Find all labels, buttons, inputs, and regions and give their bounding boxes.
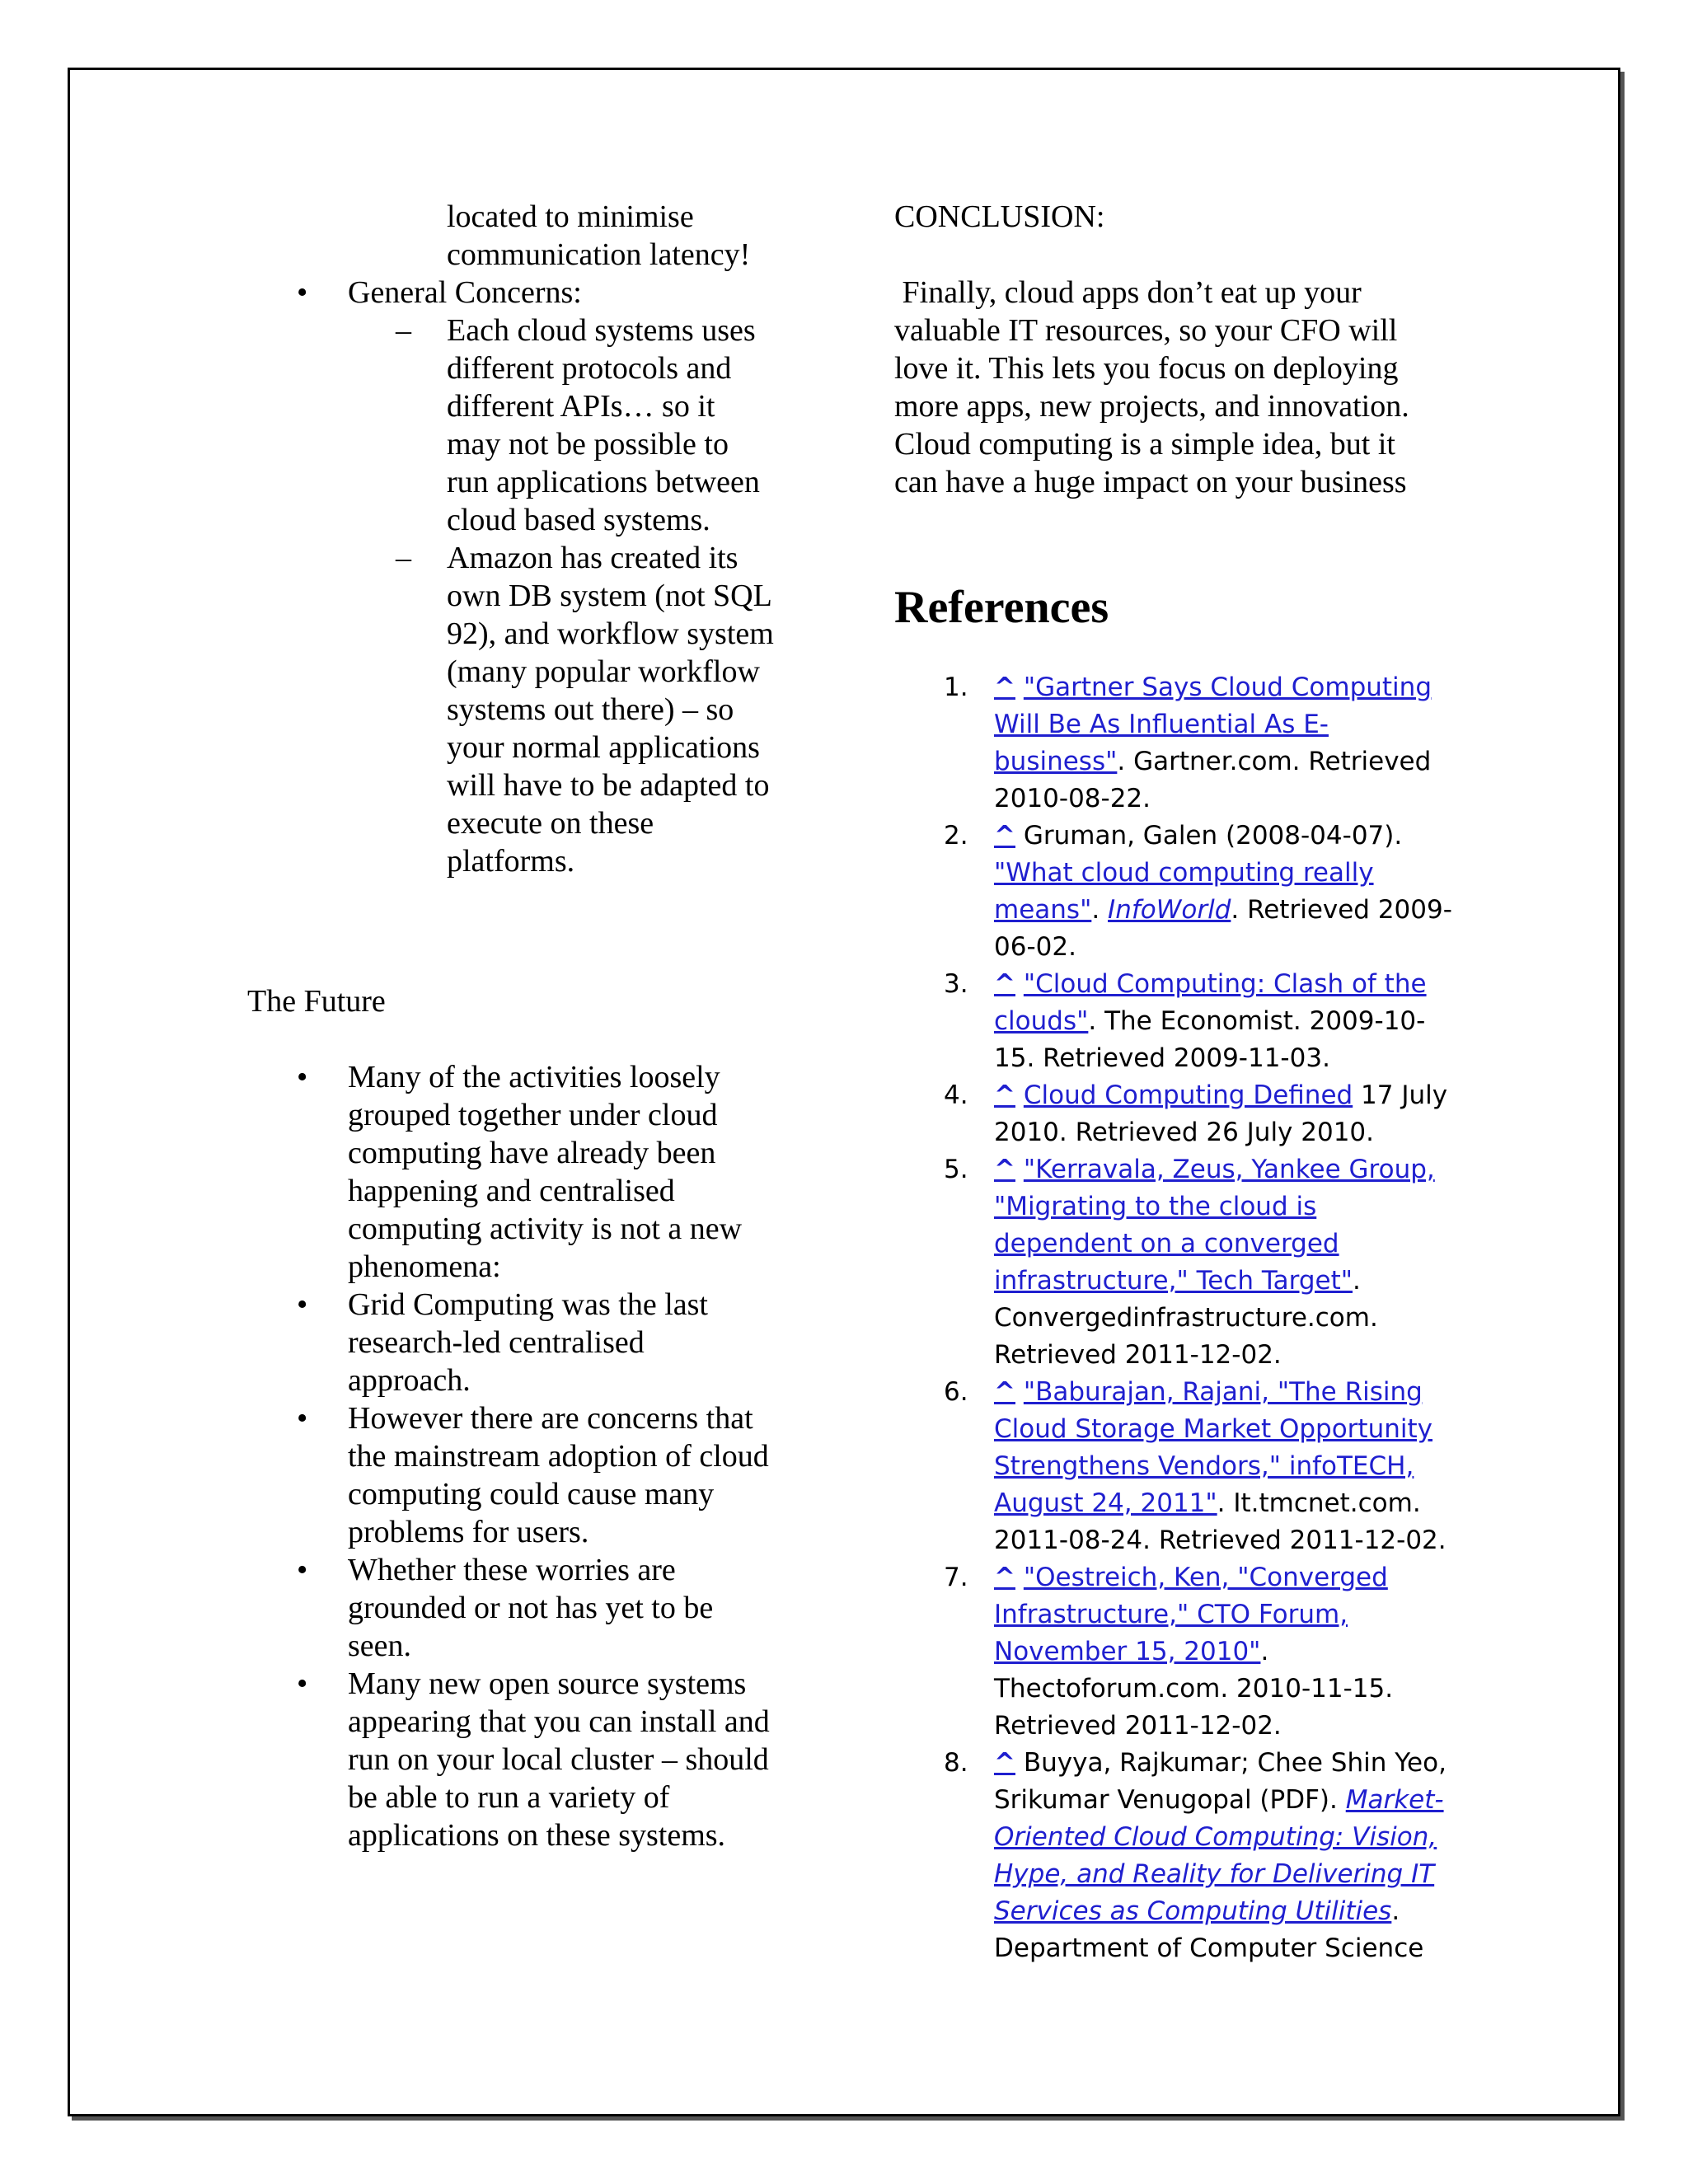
reference-link[interactable]: Strengthens Vendors," infoTECH, (994, 1451, 1414, 1481)
text-line: run on your local cluster – should (348, 1742, 769, 1777)
reference-item (894, 1374, 1455, 1559)
reference-text: . It.tmcnet.com. (1217, 1488, 1421, 1518)
reference-number: 1. (944, 673, 968, 702)
backlink-caret[interactable]: ^ (994, 1748, 1015, 1778)
bullet-icon: • (297, 275, 308, 310)
sub-bullet-protocols (247, 312, 824, 539)
reference-link[interactable]: means" (994, 895, 1092, 925)
backlink-caret[interactable]: ^ (994, 1155, 1015, 1184)
conclusion-body (894, 274, 1455, 501)
text-line: research-led centralised (348, 1325, 645, 1360)
text-line: can have a huge impact on your business (894, 465, 1407, 499)
bullet-icon: • (297, 1401, 308, 1436)
text-line: Many new open source systems (348, 1666, 747, 1701)
reference-link[interactable]: dependent on a converged (994, 1229, 1339, 1258)
text-line: love it. This lets you focus on deploying (894, 351, 1399, 386)
reference-link[interactable]: business" (994, 747, 1118, 776)
reference-text: Convergedinfrastructure.com. (994, 1303, 1378, 1333)
reference-item (894, 1151, 1455, 1374)
reference-text: 17 July (1353, 1080, 1448, 1110)
text-line: happening and centralised (348, 1174, 675, 1208)
future-list (247, 1058, 824, 1854)
text-line: Cloud computing is a simple idea, but it (894, 427, 1395, 462)
future-heading: The Future (247, 984, 386, 1019)
reference-text: 15. Retrieved 2009-11-03. (994, 1043, 1330, 1073)
reference-link[interactable]: Cloud Computing Defined (1023, 1080, 1353, 1110)
text-line: However there are concerns that (348, 1401, 753, 1436)
left-column (247, 198, 824, 1854)
reference-link[interactable]: clouds" (994, 1006, 1089, 1036)
references-heading: References (894, 582, 1109, 633)
text-line: phenomena: (348, 1249, 501, 1284)
backlink-caret[interactable]: ^ (994, 1080, 1015, 1110)
text-line: valuable IT resources, so your CFO will (894, 313, 1398, 348)
reference-link[interactable]: Cloud Storage Market Opportunity (994, 1414, 1432, 1444)
text-line: more apps, new projects, and innovation. (894, 389, 1409, 424)
continued-text (247, 198, 824, 274)
right-column (894, 198, 1455, 1967)
bullet-icon: • (297, 1553, 308, 1587)
backlink-caret[interactable]: ^ (994, 1377, 1015, 1407)
references-list (894, 669, 1455, 1967)
text-line: Amazon has created its (447, 541, 738, 575)
reference-link[interactable]: "Migrating to the cloud is (994, 1192, 1317, 1221)
reference-number: 2. (944, 821, 968, 851)
reference-text: . (1091, 895, 1109, 925)
reference-item (894, 966, 1455, 1077)
text-line: execute on these (447, 806, 654, 841)
reference-item (894, 1559, 1455, 1745)
dash-icon: – (396, 541, 411, 575)
text-line: approach. (348, 1363, 471, 1398)
text-line: seen. (348, 1629, 412, 1663)
text-line: 92), and workflow system (447, 616, 774, 651)
text-line: computing have already been (348, 1136, 716, 1170)
reference-text: Buyya, Rajkumar; Chee Shin Yeo, (1015, 1748, 1447, 1778)
text-line: may not be possible to (447, 427, 729, 462)
text-line: communication latency! (447, 237, 751, 272)
reference-text: . Retrieved 2009- (1231, 895, 1452, 925)
publication-link[interactable]: InfoWorld (1108, 895, 1231, 925)
text-line: grouped together under cloud (348, 1098, 718, 1132)
reference-link[interactable]: "Baburajan, Rajani, "The Rising (1023, 1377, 1423, 1407)
reference-link[interactable]: Hype, and Reality for Delivering IT (994, 1859, 1435, 1889)
text-line: computing could cause many (348, 1477, 715, 1511)
future-bullet (247, 1399, 824, 1551)
bullet-label: General Concerns: (348, 275, 582, 310)
text-line: platforms. (447, 844, 575, 879)
text-line: systems out there) – so (447, 692, 734, 727)
text-line: Many of the activities loosely (348, 1060, 720, 1094)
reference-text: Retrieved 2011-12-02. (994, 1340, 1282, 1370)
reference-number: 3. (944, 969, 968, 999)
bullet-icon: • (297, 1287, 308, 1322)
text-line: appearing that you can install and (348, 1704, 770, 1739)
text-line: Grid Computing was the last (348, 1287, 708, 1322)
reference-item (894, 818, 1455, 966)
text-line: Finally, cloud apps don’t eat up your (894, 275, 1362, 310)
reference-text: . (1391, 1896, 1400, 1926)
reference-text: Department of Computer Science (994, 1933, 1424, 1963)
future-bullet (247, 1058, 824, 1286)
reference-link[interactable]: Services as Computing Utilities (994, 1896, 1392, 1926)
future-bullet (247, 1551, 824, 1665)
text-line: located to minimise (447, 199, 694, 234)
text-line: Each cloud systems uses (447, 313, 756, 348)
reference-number: 8. (944, 1748, 968, 1778)
text-line: cloud based systems. (447, 503, 710, 537)
reference-text: 2010. Retrieved 26 July 2010. (994, 1118, 1375, 1147)
reference-text: Srikumar Venugopal (PDF). (994, 1785, 1346, 1815)
dash-icon: – (396, 313, 411, 348)
reference-link[interactable]: "Oestreich, Ken, "Converged (1023, 1563, 1388, 1592)
backlink-caret[interactable]: ^ (994, 673, 1015, 702)
reference-text: Gruman, Galen (2008-04-07). (1015, 821, 1403, 851)
reference-link[interactable]: "Cloud Computing: Clash of the (1023, 969, 1427, 999)
reference-link[interactable]: November 15, 2010" (994, 1637, 1261, 1666)
bullet-general-concerns (247, 274, 824, 312)
reference-item (894, 669, 1455, 818)
reference-item (894, 1077, 1455, 1151)
text-line: be able to run a variety of (348, 1780, 670, 1815)
text-line: own DB system (not SQL (447, 579, 772, 613)
reference-link[interactable]: "What cloud computing really (994, 858, 1374, 888)
backlink-caret[interactable]: ^ (994, 969, 1015, 999)
conclusion-title: CONCLUSION: (894, 199, 1105, 234)
reference-text: . Gartner.com. Retrieved (1117, 747, 1432, 776)
text-line: problems for users. (348, 1515, 589, 1549)
reference-text: Thectoforum.com. 2010-11-15. (994, 1674, 1394, 1704)
text-line: the mainstream adoption of cloud (348, 1439, 769, 1474)
reference-link[interactable]: Will Be As Influential As E- (994, 710, 1329, 739)
text-line: (many popular workflow (447, 654, 760, 689)
backlink-caret[interactable]: ^ (994, 1563, 1015, 1592)
reference-number: 5. (944, 1155, 968, 1184)
reference-number: 4. (944, 1080, 968, 1110)
text-line: your normal applications (447, 730, 760, 765)
sub-bullet-amazon (247, 539, 824, 880)
reference-link[interactable]: Market- (1345, 1785, 1444, 1815)
text-line: grounded or not has yet to be (348, 1591, 714, 1625)
reference-link[interactable]: "Gartner Says Cloud Computing (1023, 673, 1432, 702)
text-line: computing activity is not a new (348, 1212, 743, 1246)
future-bullet (247, 1286, 824, 1399)
backlink-caret[interactable]: ^ (994, 821, 1015, 851)
text-line: run applications between (447, 465, 760, 499)
reference-text: . (1353, 1266, 1361, 1296)
reference-number: 6. (944, 1377, 968, 1407)
reference-item (894, 1745, 1455, 1967)
reference-link[interactable]: August 24, 2011" (994, 1488, 1217, 1518)
reference-text: . (1260, 1637, 1269, 1666)
reference-link[interactable]: infrastructure," Tech Target" (994, 1266, 1353, 1296)
reference-text: . The Economist. 2009-10- (1088, 1006, 1426, 1036)
bullet-icon: • (297, 1060, 308, 1094)
text-line: applications on these systems. (348, 1818, 726, 1853)
reference-text: Retrieved 2011-12-02. (994, 1711, 1282, 1741)
reference-text: 06-02. (994, 932, 1076, 962)
bullet-icon: • (297, 1666, 308, 1701)
reference-text: 2010-08-22. (994, 784, 1151, 813)
reference-number: 7. (944, 1563, 968, 1592)
text-line: different protocols and (447, 351, 732, 386)
reference-link[interactable]: Oriented Cloud Computing: Vision, (994, 1822, 1437, 1852)
reference-text: 2011-08-24. Retrieved 2011-12-02. (994, 1526, 1447, 1555)
future-bullet (247, 1665, 824, 1854)
text-line: different APIs… so it (447, 389, 715, 424)
reference-link[interactable]: Infrastructure," CTO Forum, (994, 1600, 1348, 1629)
text-line: will have to be adapted to (447, 768, 770, 803)
text-line: Whether these worries are (348, 1553, 676, 1587)
reference-link[interactable]: "Kerravala, Zeus, Yankee Group, (1023, 1155, 1435, 1184)
